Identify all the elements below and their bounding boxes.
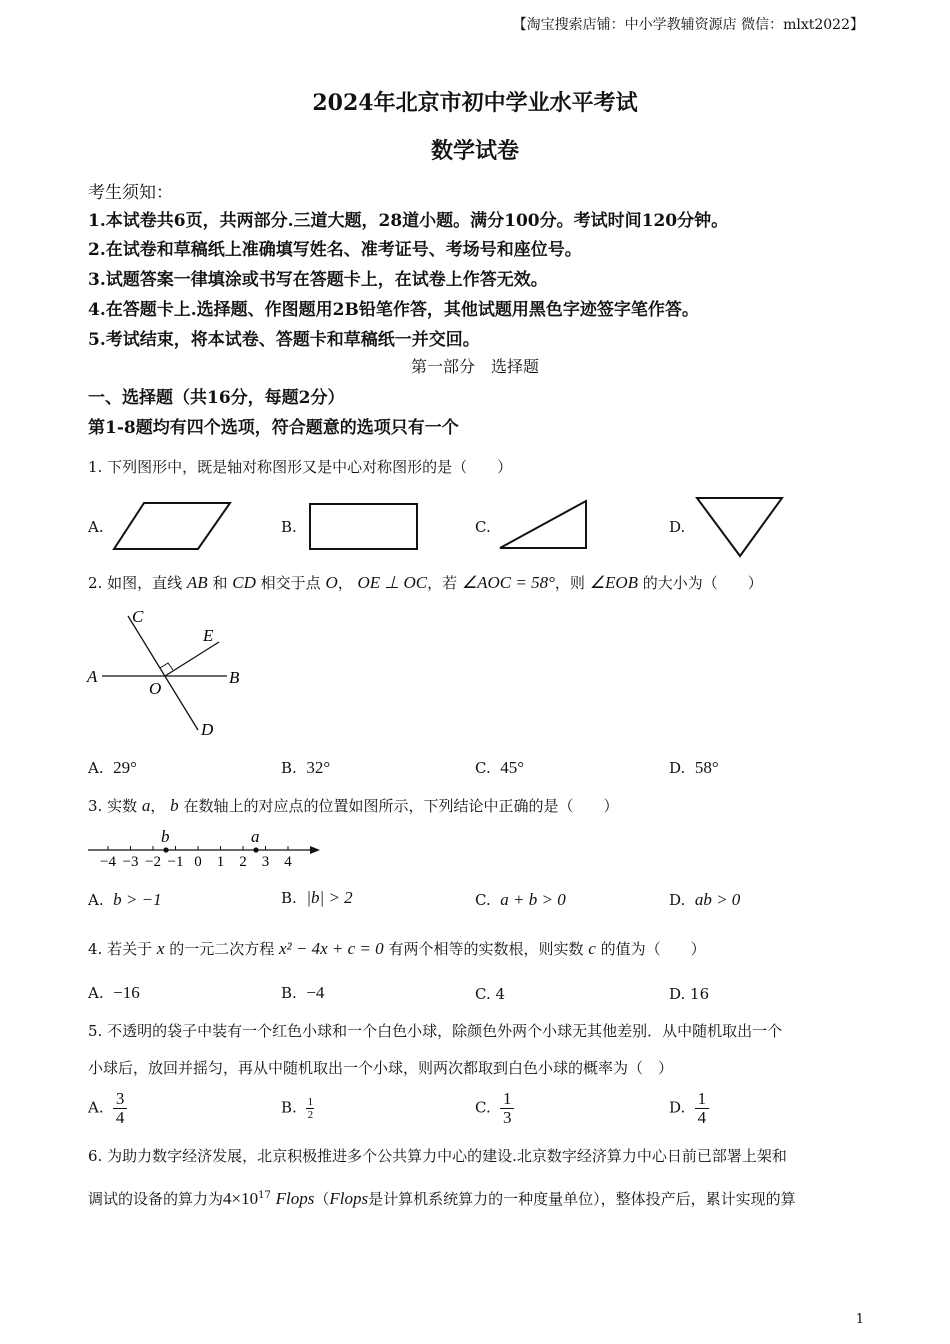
label-c: C [132, 607, 144, 626]
q2-stem-text-1: 2. 如图，直线 [88, 574, 183, 592]
q4-stem [88, 938, 706, 959]
q5-option-a [88, 1090, 127, 1127]
notice-item-5: 5.考试结束，将本试卷、答题卡和草稿纸一并交回。 [88, 330, 480, 350]
q2-stem [88, 572, 763, 593]
q2-stem-text-2: 和 [212, 574, 228, 592]
q4-var-c: c [588, 939, 596, 958]
q5-a-denominator: 4 [115, 1108, 125, 1127]
q3-option-a-value: b > −1 [113, 890, 162, 909]
q2-option-c [475, 758, 524, 778]
q4-var-x: x [156, 939, 165, 958]
q5-b-numerator: 1 [307, 1096, 314, 1108]
q3-stem-text-1: 3. 实数 [88, 797, 138, 815]
q6-stem-line-1: 6. 为助力数字经济发展，北京积极推进多个公共算力中心的建设.北京数字经济算力中心日前已部署上架和 [88, 1147, 787, 1165]
q2-option-b-value: 32° [306, 758, 331, 777]
q2-stem-text-3: 相交于点 [260, 574, 321, 592]
q2-option-b [281, 758, 330, 778]
q3-option-d-label: D. [669, 891, 686, 909]
point-a [253, 847, 258, 852]
q4-option-a-value: −16 [113, 983, 140, 1002]
page-number: 1 [855, 1312, 864, 1327]
q4-option-b [281, 983, 324, 1003]
exam-title: 2024年北京市初中学业水平考试 [312, 90, 638, 116]
q4-option-b-label: B. [281, 984, 297, 1002]
q2-angle-aoc: ∠AOC = 58° [461, 573, 555, 592]
label-b: B [229, 668, 240, 687]
q5-stem-line-2: 小球后，放回并摇匀，再从中随机取出一个小球，则两次都取到白色小球的概率为（ ） [88, 1059, 674, 1077]
q2-point-o: O [325, 573, 338, 592]
q2-option-d [669, 758, 719, 778]
q1-option-c-label: C. [475, 518, 491, 536]
q4-option-a [88, 983, 140, 1003]
section-title: 一、选择题（共16分，每题2分） [88, 388, 345, 408]
q3-option-b [281, 888, 353, 908]
q1-option-b-label: B. [281, 518, 297, 536]
q3-number-line [86, 824, 326, 872]
q3-var-b: b [170, 796, 179, 815]
q5-b-denominator: 2 [307, 1109, 314, 1121]
point-a-label: a [251, 827, 260, 846]
q1-stem: 1. 下列图形中，既是轴对称图形又是中心对称图形的是（ ） [88, 458, 513, 476]
store-watermark: 【淘宝搜索店铺：中小学教辅资源店 微信：mlxt2022】 [512, 17, 864, 33]
notice-item-4: 4.在答题卡上.选择题、作图题用2B铅笔作答，其他试题用黑色字迹签字笔作答。 [88, 300, 699, 320]
q5-fraction-c [500, 1090, 514, 1127]
q3-option-a [88, 890, 162, 910]
q5-fraction-b [306, 1096, 314, 1121]
q5-fraction-d [695, 1090, 709, 1127]
q5-option-c [475, 1090, 514, 1127]
notice-item-2: 2.在试卷和草稿纸上准确填写姓名、准考证号、考场号和座位号。 [88, 240, 582, 260]
label-o: O [149, 679, 162, 698]
q2-option-d-label: D. [669, 759, 686, 777]
axis-tick-label: −2 [145, 854, 161, 870]
q2-option-c-value: 45° [500, 758, 525, 777]
q3-option-d [669, 890, 740, 910]
q3-comma: ， [150, 797, 166, 815]
q3-option-d-value: ab > 0 [694, 890, 741, 909]
q3-option-b-label: B. [281, 889, 297, 907]
q6-unit-1: Flops [275, 1189, 315, 1208]
axis-tick-label: 1 [216, 854, 225, 870]
q2-line-cd: CD [232, 573, 256, 592]
q2-option-b-label: B. [281, 759, 297, 777]
parallelogram-figure [112, 500, 232, 552]
point-b [163, 847, 168, 852]
q6-unit-2: Flops [329, 1189, 369, 1208]
point-b-label: b [161, 827, 170, 846]
right-triangle-figure [498, 498, 590, 552]
q4-stem-text-2: 的一元二次方程 [169, 940, 275, 958]
q5-d-numerator: 1 [697, 1089, 707, 1108]
q1-option-d-label: D. [669, 518, 686, 536]
notice-heading: 考生须知： [88, 183, 173, 203]
q5-option-c-label: C. [475, 1098, 491, 1117]
q4-stem-text-4: 的值为（ ） [600, 940, 706, 958]
q2-perpendicular: OE ⊥ OC [357, 573, 428, 592]
q3-option-a-label: A. [88, 891, 104, 909]
q4-option-a-label: A. [88, 984, 104, 1002]
q3-stem-text-2: 在数轴上的对应点的位置如图所示，下列结论中正确的是（ ） [183, 797, 619, 815]
q5-stem-line-1: 5. 不透明的袋子中装有一个红色小球和一个白色小球，除颜色外两个小球无其他差别．从中随机取出一个 [88, 1022, 783, 1040]
q5-d-denominator: 4 [697, 1108, 707, 1127]
q6-paren: （ [314, 1190, 330, 1208]
axis-tick-label: 0 [194, 854, 202, 870]
paper-title: 数学试卷 [430, 138, 519, 164]
label-d: D [201, 720, 214, 739]
q2-option-d-value: 58° [694, 758, 719, 777]
q2-stem-text-5: ，则 [554, 574, 585, 592]
q5-option-d-label: D. [669, 1098, 686, 1117]
q3-stem [88, 795, 618, 816]
axis-tick-label: −3 [122, 854, 139, 870]
q5-option-d [669, 1090, 709, 1127]
q6-stem-line-2 [88, 1188, 796, 1209]
notice-item-3: 3.试题答案一律填涂或书写在答题卡上，在试卷上作答无效。 [88, 270, 548, 290]
axis-tick-label: −4 [100, 854, 116, 870]
q5-c-denominator: 3 [503, 1108, 512, 1127]
q2-geometry-figure [82, 602, 252, 744]
q5-fraction-a [113, 1090, 127, 1127]
q4-equation: x² − 4x + c = 0 [279, 939, 384, 958]
q6-text-2: 是计算机系统算力的一种度量单位），整体投产后，累计实现的算 [368, 1190, 796, 1208]
q5-option-b-label: B. [281, 1098, 297, 1117]
q2-option-a-label: A. [88, 759, 104, 777]
axis-tick-label: 2 [239, 854, 247, 870]
q5-option-a-label: A. [88, 1098, 104, 1117]
q2-option-a [88, 758, 137, 778]
label-e: E [203, 626, 214, 645]
q2-angle-eob: ∠EOB [589, 573, 639, 592]
rectangle-figure [308, 502, 420, 552]
part-title: 第一部分 选择题 [410, 357, 539, 376]
q4-option-d: D. 16 [669, 985, 710, 1003]
q6-exponent: 17 [258, 1190, 271, 1201]
q2-comma-1: ， [337, 574, 353, 592]
axis-tick-label: 3 [261, 854, 270, 870]
section-note: 第1-8题均有四个选项，符合题意的选项只有一个 [88, 418, 459, 438]
q3-option-b-value: |b| > 2 [306, 888, 353, 907]
q3-var-a: a [141, 796, 151, 815]
q5-c-numerator: 1 [503, 1089, 512, 1108]
q5-option-b [281, 1096, 314, 1121]
q3-option-c-label: C. [475, 891, 491, 909]
q6-base: 4×10 [223, 1189, 259, 1208]
axis-tick-label: 4 [284, 854, 292, 870]
q2-stem-text-6: 的大小为（ ） [642, 574, 763, 592]
q4-option-c: C. 4 [475, 985, 506, 1003]
q6-text-1: 调试的设备的算力为 [88, 1190, 224, 1208]
q4-stem-text-1: 4. 若关于 [88, 940, 153, 958]
q4-option-b-value: −4 [306, 983, 325, 1002]
q3-option-c-value: a + b > 0 [500, 890, 566, 909]
q3-option-c [475, 890, 566, 910]
q4-stem-text-3: 有两个相等的实数根，则实数 [388, 940, 584, 958]
label-a: A [87, 667, 98, 686]
q2-option-a-value: 29° [113, 758, 137, 777]
q5-a-numerator: 3 [115, 1089, 125, 1108]
q2-stem-text-4: ，若 [427, 574, 458, 592]
notice-item-1: 1.本试卷共6页，共两部分.三道大题，28道小题。满分100分。考试时间120分钟。 [88, 211, 729, 231]
q2-option-c-label: C. [475, 759, 491, 777]
inverted-triangle-figure [694, 494, 786, 560]
q2-line-ab: AB [186, 573, 208, 592]
axis-tick-label: −1 [167, 854, 184, 870]
q1-option-a-label: A. [88, 518, 104, 536]
